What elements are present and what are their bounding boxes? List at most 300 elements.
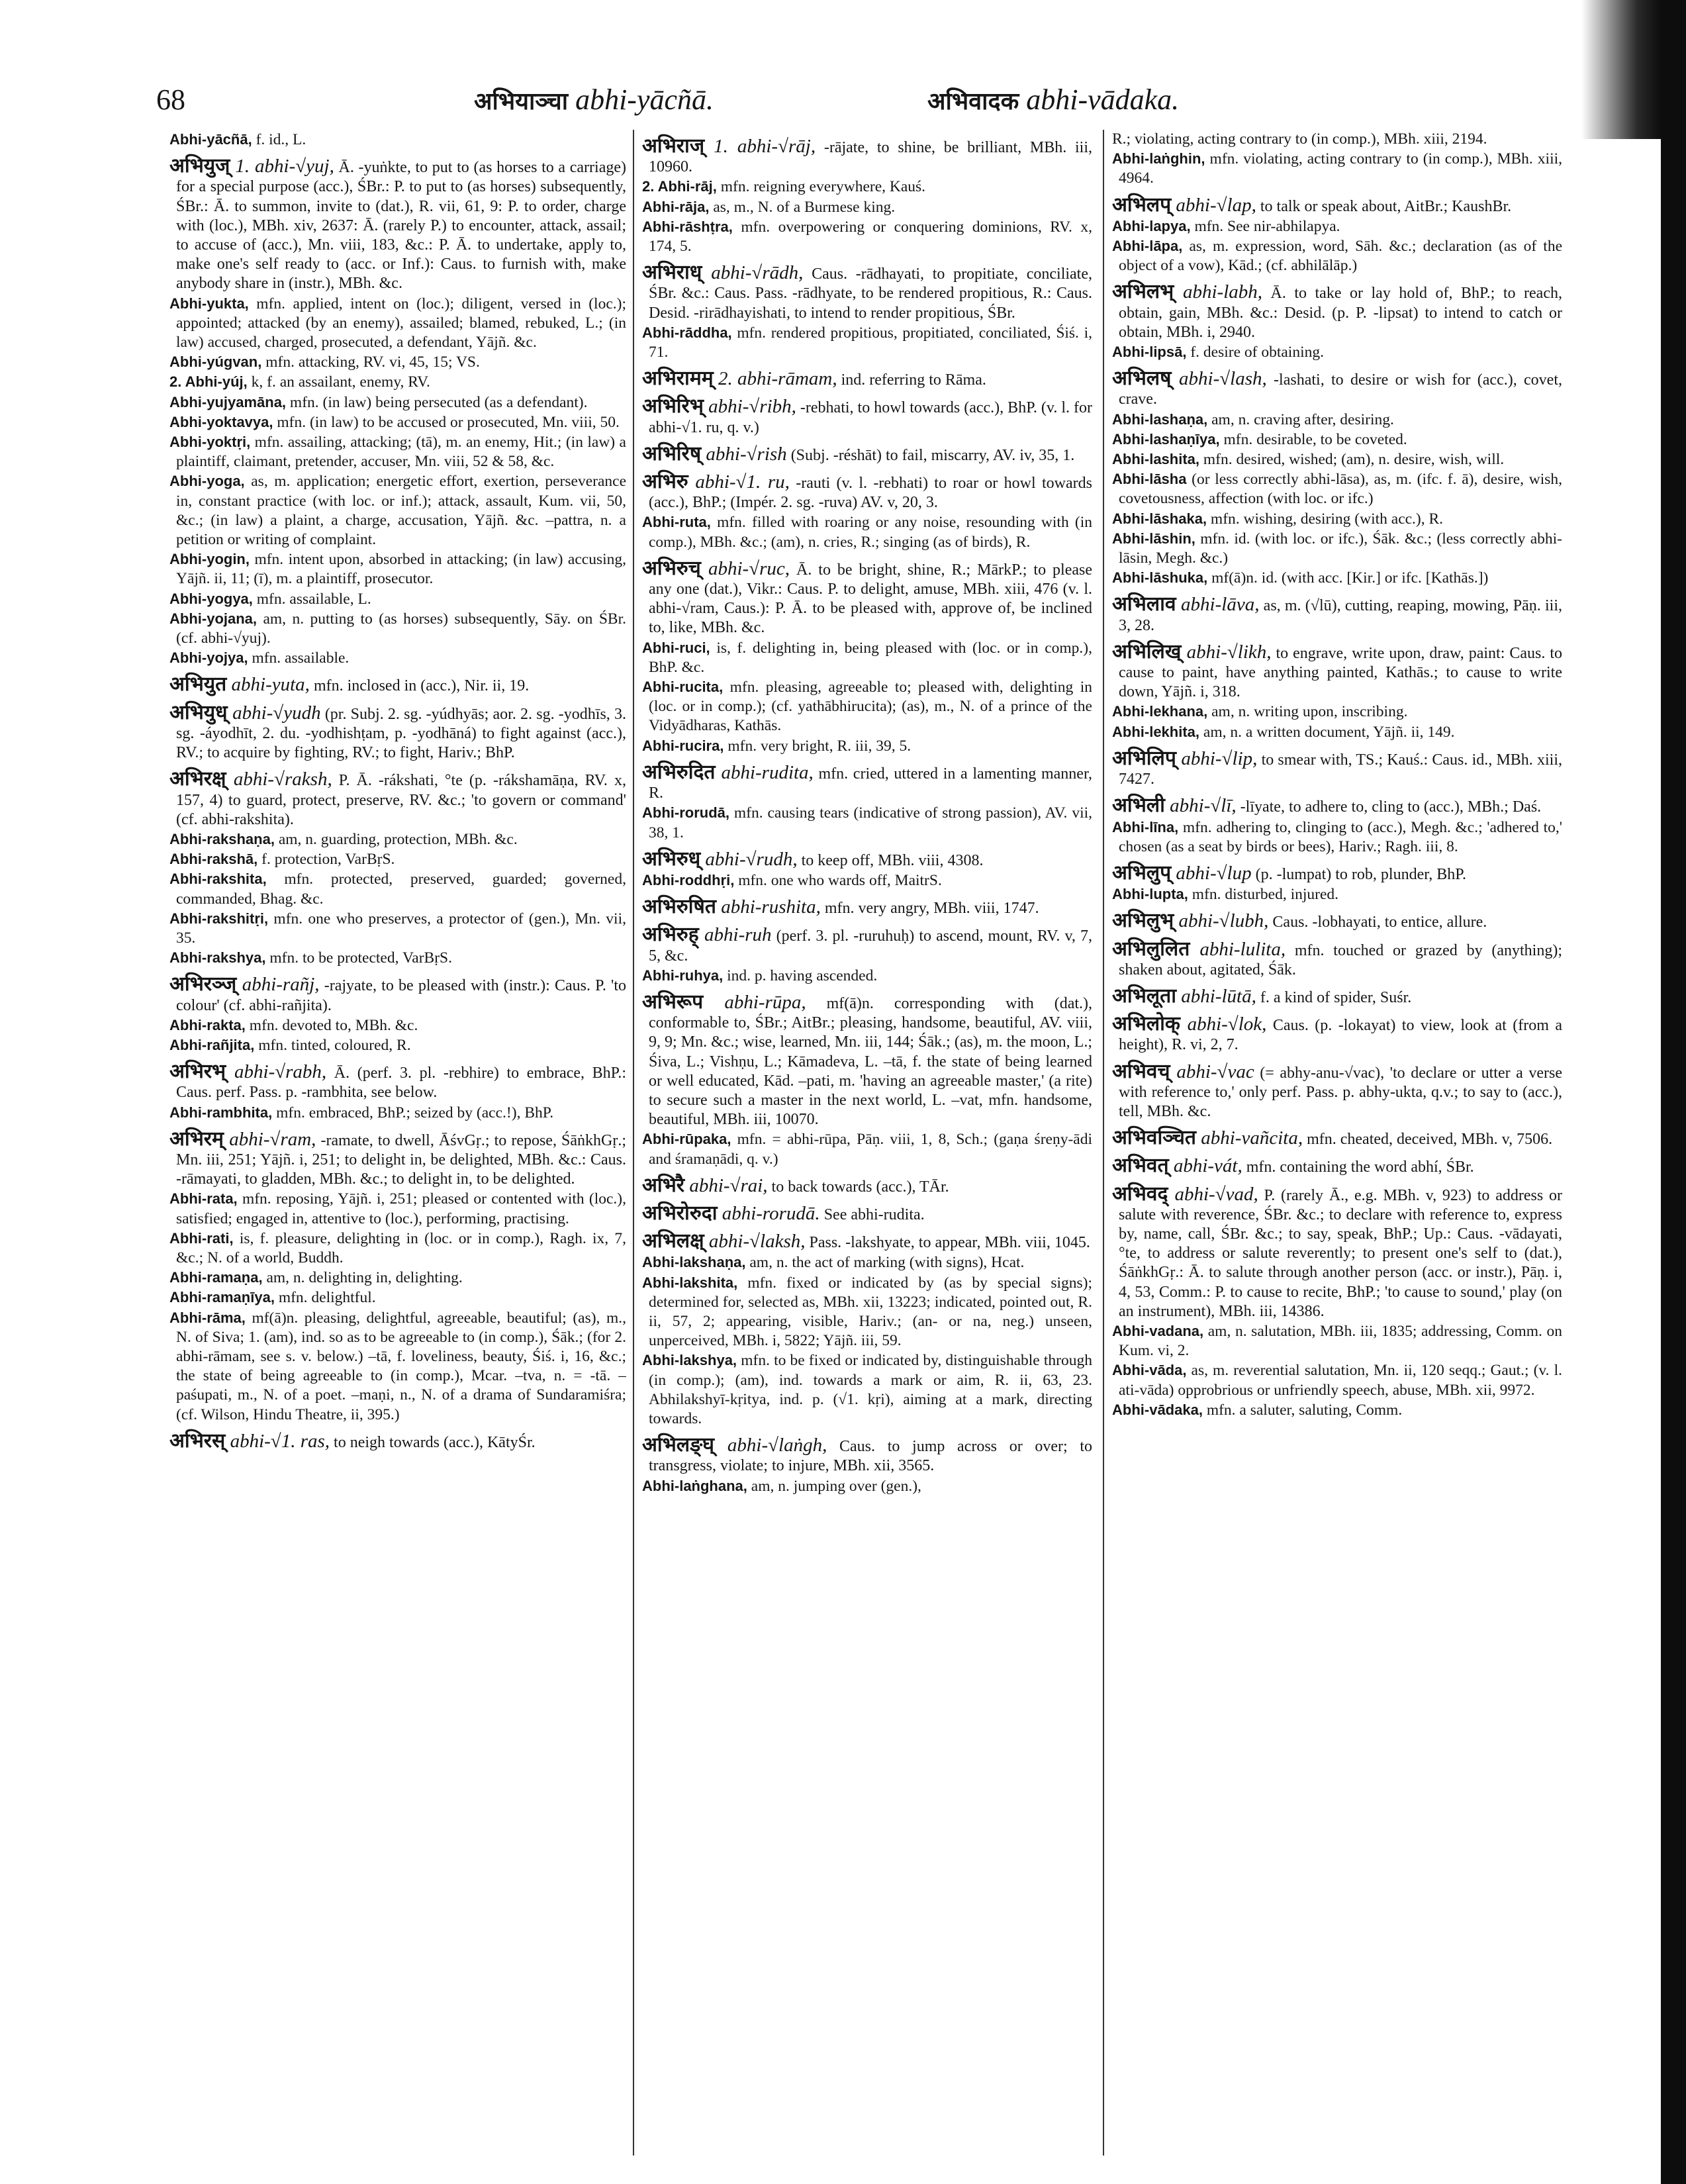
sub-entry xyxy=(1112,1360,1562,1400)
scan-edge-bar xyxy=(1661,0,1686,2184)
sub-headword: Abhi-lāshuka, xyxy=(1112,569,1208,587)
definition-text: mfn. devoted to, MBh. &c. xyxy=(245,1016,418,1034)
sub-headword: Abhi-lashaṇīya, xyxy=(1112,430,1220,448)
definition-text: am, n. guarding, protection, MBh. &c. xyxy=(274,830,518,848)
sub-headword: Abhi-rakshya, xyxy=(169,949,266,967)
headword-transliteration: abhi-rañj, xyxy=(236,974,320,996)
sub-headword: Abhi-laṅghin, xyxy=(1112,150,1205,167)
sub-headword: Abhi-rakshaṇa, xyxy=(169,830,275,847)
sub-headword: Abhi-rāshṭra, xyxy=(642,218,733,235)
sub-entry xyxy=(642,217,1092,256)
definition-text: mfn. to be protected, VarBṛS. xyxy=(265,949,453,967)
sub-headword: Abhi-ruhya, xyxy=(642,967,724,984)
definition-text: mf(ā)n. pleasing, delightful, agreeable, beautiful; (as), m., N. of Siva; 1. (am), ind. so as to be agreeable to (in comp.), Śāk.; (for 2. abhi-rāmam, see s. v. below.) –tā, f. loveliness, beauty, Śiś. i, 16, &c.; the state of being agreeable to (in comp.), Mcar. –tva, n. = -tā. –paśupati, m., N. of a poet. –maṇi, n., N. of a drama of Sundaramiśra; (cf. Wilson, Hindu Theatre, ii, 395.) xyxy=(176,1309,626,1423)
headword-transliteration: abhi-√raksh, xyxy=(226,769,332,790)
definition-text: am, n. putting to (as horses) subsequently, Sāy. on ŚBr. (cf. abhi-√yuj). xyxy=(176,610,626,647)
sub-headword: Abhi-yukta, xyxy=(169,295,249,312)
definition-text: mfn. one who wards off, MaitrS. xyxy=(734,871,942,889)
sub-entry xyxy=(642,736,1092,756)
headword-transliteration: abhi-√ram, xyxy=(224,1128,316,1150)
headword-transliteration: abhi-√lash, xyxy=(1171,368,1267,390)
sub-headword: Abhi-ruci, xyxy=(642,639,710,656)
sub-headword: Abhi-lupta, xyxy=(1112,886,1188,903)
sub-entry xyxy=(169,849,626,869)
headword-entry xyxy=(642,136,1092,177)
definition-text: mfn. desired, wished; (am), n. desire, wish, will. xyxy=(1199,451,1505,469)
column-3 xyxy=(1103,130,1562,2156)
running-head-right-transliteration: abhi-vādaka. xyxy=(1026,83,1180,116)
sub-headword: Abhi-yojana, xyxy=(169,610,258,627)
definition-text: to smear with, TS.; Kauś.: Caus. id., MBh. xiii, 7427. xyxy=(1119,751,1562,788)
headword-entry xyxy=(642,444,1092,465)
headword-entry xyxy=(1112,746,1562,789)
headword-devanagari: अभियुज् xyxy=(169,154,230,178)
sub-entry xyxy=(1112,818,1562,857)
dictionary-columns xyxy=(169,130,1619,2156)
sub-entry xyxy=(169,393,626,412)
sub-entry xyxy=(169,471,626,549)
sub-headword: Abhi-rakta, xyxy=(169,1016,246,1033)
headword-devanagari: अभिवच् xyxy=(1112,1059,1170,1083)
headword-transliteration: abhi-√lap, xyxy=(1171,194,1256,216)
headword-devanagari: अभिरै xyxy=(642,1173,685,1197)
definition-text: mfn. See nir-abhilapya. xyxy=(1190,217,1340,235)
sub-headword: 2. Abhi-rāj, xyxy=(642,178,717,195)
sub-headword: Abhi-rata, xyxy=(169,1190,238,1208)
definition-text: -rauti (v. l. -rebhati) to roar or howl towards (acc.), BhP.; (Impér. 2. sg. -ruva) AV. v, 20, 3. xyxy=(649,475,1092,512)
definition-text: mfn. embraced, BhP.; seized by (acc.!), BhP. xyxy=(272,1104,554,1121)
headword-transliteration: abhi-√lok, xyxy=(1180,1014,1267,1035)
sub-headword: Abhi-rucira, xyxy=(642,737,724,754)
page-header xyxy=(156,83,1613,122)
sub-entry xyxy=(1112,722,1562,742)
definition-text: -rebhati, to howl towards (acc.), BhP. (v. l. for abhi-√1. ru, q. v.) xyxy=(649,399,1092,436)
definition-text: mfn. reigning everywhere, Kauś. xyxy=(716,178,926,196)
headword-entry xyxy=(642,1201,1092,1225)
headword-entry xyxy=(169,974,626,1015)
definition-text: mf(ā)n. id. (with acc. [Kir.] or ifc. [Kathās.]) xyxy=(1207,569,1489,587)
page-number: 68 xyxy=(156,83,185,116)
headword-entry xyxy=(1112,863,1562,884)
definition-text: mfn. adhering to, clinging to (acc.), Megh. &c.; 'adhered to,' chosen (as a seat by birds or bees), Hariv.; Ragh. iii, 8. xyxy=(1119,818,1562,855)
headword-devanagari: अभियुत xyxy=(169,673,227,696)
definition-text: mfn. desirable, to be coveted. xyxy=(1219,430,1407,448)
headword-devanagari: अभिरामम् xyxy=(642,367,714,391)
definition-text: to back towards (acc.), TĀr. xyxy=(767,1178,949,1196)
definition-text: mfn. to be fixed or indicated by, distinguishable through (in comp.); (am), ind. towards a mark or aim, R. ii, 63, 23. Abhilakshyī-kṛitya, ind. p. (√1. kṛi), aiming at a mark, directing towards. xyxy=(649,1352,1092,1427)
sub-entry xyxy=(642,1253,1092,1272)
sub-headword: Abhi-lashaṇa, xyxy=(1112,410,1208,428)
sub-headword: Abhi-rati, xyxy=(169,1229,234,1247)
definition-text: Pass. -lakshyate, to appear, MBh. viii, 1045. xyxy=(805,1234,1090,1252)
headword-transliteration: abhi-vát, xyxy=(1168,1155,1242,1177)
definition-text: mfn. assailable, L. xyxy=(252,590,371,608)
headword-transliteration: abhi-yuta, xyxy=(226,674,310,696)
definition-text: mfn. delightful. xyxy=(274,1289,376,1307)
headword-transliteration: abhi-√vac xyxy=(1170,1061,1254,1082)
definition-text: mfn. assailable. xyxy=(248,649,350,667)
sub-entry xyxy=(169,948,626,968)
sub-entry xyxy=(642,1351,1092,1429)
sub-headword: Abhi-yācñā, xyxy=(169,131,252,148)
headword-devanagari: अभिवञ्चित xyxy=(1112,1126,1196,1150)
headword-transliteration: abhi-√lī, xyxy=(1164,795,1237,817)
headword-entry xyxy=(1112,939,1562,980)
headword-entry xyxy=(169,700,626,763)
headword-devanagari: अभिरञ्ज् xyxy=(169,973,237,996)
sub-headword: Abhi-lashita, xyxy=(1112,451,1200,468)
definition-text: -rajyate, to be pleased with (instr.): Caus. P. 'to colour' (cf. abhi-rañjita). xyxy=(176,977,626,1014)
headword-entry xyxy=(642,369,1092,390)
definition-text: mfn. disturbed, injured. xyxy=(1188,886,1339,904)
sub-headword: Abhi-lekhana, xyxy=(1112,703,1208,720)
headword-entry xyxy=(169,675,626,696)
definition-text: Caus. to jump across or over; to transgress, violate; to injure, MBh. xii, 3565. xyxy=(649,1438,1092,1475)
sub-entry xyxy=(169,869,626,908)
sub-entry xyxy=(169,1288,626,1307)
sub-entry xyxy=(1112,410,1562,430)
sub-headword: Abhi-vādaka, xyxy=(1112,1401,1203,1418)
definition-text: is, f. pleasure, delighting in (loc. or in comp.), Ragh. ix, 7, &c.; N. of a world, Buddh. xyxy=(176,1229,626,1266)
sub-headword: Abhi-yoktṛi, xyxy=(169,434,251,451)
headword-entry xyxy=(1112,1184,1562,1321)
sub-headword: Abhi-rūpaka, xyxy=(642,1131,731,1148)
definition-text: as, m., N. of a Burmese king. xyxy=(709,198,896,216)
headword-devanagari: अभिराध् xyxy=(642,261,702,285)
definition-text: ind. p. having ascended. xyxy=(723,967,878,984)
headword-devanagari: अभिलक्ष् xyxy=(642,1229,704,1253)
sub-headword: Abhi-rāja, xyxy=(642,198,710,215)
definition-text: mfn. very angry, MBh. viii, 1747. xyxy=(820,900,1039,918)
headword-transliteration: abhi-√rai, xyxy=(684,1174,768,1196)
headword-transliteration: abhi-√laksh, xyxy=(704,1231,806,1253)
column-2 xyxy=(633,130,1092,2156)
sub-headword: Abhi-yogya, xyxy=(169,590,253,607)
definition-text: mfn. causing tears (indicative of strong passion), AV. vii, 38, 1. xyxy=(649,804,1092,841)
headword-devanagari: अभिवत् xyxy=(1112,1154,1169,1178)
definition-text: mfn. cheated, deceived, MBh. v, 7506. xyxy=(1303,1131,1553,1149)
sub-entry xyxy=(169,609,626,648)
headword-entry xyxy=(169,156,626,293)
running-head-left xyxy=(474,83,714,117)
headword-entry xyxy=(642,849,1092,871)
headword-devanagari: अभिलोक् xyxy=(1112,1012,1180,1036)
running-head-right-devanagari: अभिवादक xyxy=(927,88,1019,115)
sub-entry xyxy=(1112,216,1562,236)
headword-entry xyxy=(1112,986,1562,1008)
headword-devanagari: अभिलभ् xyxy=(1112,280,1174,304)
definition-text: mfn. one who preserves, a protector of (gen.), Mn. vii, 35. xyxy=(176,910,626,947)
sub-entry xyxy=(1112,1400,1562,1420)
definition-text: am, n. writing upon, inscribing. xyxy=(1207,703,1408,721)
headword-devanagari: अभिरुच् xyxy=(642,556,701,580)
sub-entry xyxy=(642,512,1092,551)
sub-entry xyxy=(169,1189,626,1228)
headword-transliteration: abhi-√lup xyxy=(1171,862,1252,884)
sub-entry xyxy=(1112,529,1562,568)
sub-headword: Abhi-rakshā, xyxy=(169,851,258,868)
headword-transliteration: abhi-lulita, xyxy=(1190,938,1286,960)
definition-text: -līyate, to adhere to, cling to (acc.), MBh.; Daś. xyxy=(1236,798,1542,816)
headword-transliteration: 2. abhi-rāmam, xyxy=(713,368,837,390)
sub-headword: Abhi-lāshaka, xyxy=(1112,510,1207,527)
headword-entry xyxy=(642,760,1092,803)
headword-transliteration: abhi-rūpa, xyxy=(703,991,806,1013)
headword-entry xyxy=(642,925,1092,965)
headword-devanagari: अभिरस् xyxy=(169,1429,226,1452)
definition-text: mf(ā)n. corresponding with (dat.), conformable to, ŚBr.; AitBr.; pleasing, handsome, beautiful, AV. viii, 9, 9; Mn. &c.; wise, learned, Mn. iii, 144; Śāk.; (as), m. the moon, L.; Śiva, L.; Vishṇu, L.; Kāmadeva, L. –tā, f. the state of being learned or well educated, Kād. –pati, m. 'having an agreeable master,' (a rite) to secure such a master in the next world, L. –vat, mfn. handsome, beautiful, MBh. iii, 10070. xyxy=(649,994,1092,1129)
headword-devanagari: अभिलिख् xyxy=(1112,640,1182,663)
sub-entry xyxy=(1112,149,1562,188)
sub-headword: Abhi-rambhita, xyxy=(169,1104,273,1121)
sub-entry xyxy=(642,1129,1092,1168)
definition-text: ind. referring to Rāma. xyxy=(837,371,986,389)
definition-text: mfn. assailing, attacking; (tā), m. an enemy, Hit.; (in law) a plaintiff, claimant, pretender, accuser, Mn. viii, 52 & 58, &c. xyxy=(176,434,626,471)
sub-entry xyxy=(169,432,626,471)
definition-text: (perf. 3. pl. -ruruhuḥ) to ascend, mount, RV. v, 7, 5, &c. xyxy=(649,927,1092,965)
definition-text: Ā. -yuṅkte, to put to (as horses to a carriage) for a special purpose (acc.), ŚBr.: P. to put to (as horses) subsequently, ŚBr.: Ā. to summon, invite to (dat.), R. vii, 61, 9: P. to order, charge with (loc.), MBh. xiv, 2637: Ā. (rarely P.) to encounter, attack, assail; to accuse of (acc.), Mn. viii, 183, &c.: P. Ā. to undertake, apply to, make one's self ready to (acc. or Inf.): Caus. to furnish with, make anybody share in (instr.), MBh. &c. xyxy=(176,159,626,293)
definition-text: Ā. (perf. 3. pl. -rebhire) to embrace, BhP.: Caus. perf. Pass. p. -rambhita, see below. xyxy=(176,1065,626,1102)
headword-entry xyxy=(1112,642,1562,702)
definition-text: (or less correctly abhi-lāsa), as, m. (ifc. f. ā), desire, wish, covetousness, affection (with loc. or ifc.) xyxy=(1119,471,1562,508)
sub-headword: Abhi-rāddha, xyxy=(642,324,732,341)
sub-headword: Abhi-lakshya, xyxy=(642,1352,737,1369)
headword-devanagari: अभिरिष् xyxy=(642,442,702,465)
sub-entry xyxy=(642,677,1092,736)
headword-entry xyxy=(642,1435,1092,1476)
definition-text: See abhi-rudita. xyxy=(820,1206,925,1223)
sub-headword: Abhi-vāda, xyxy=(1112,1362,1187,1379)
sub-headword: Abhi-yoga, xyxy=(169,473,245,490)
headword-devanagari: अभिवद् xyxy=(1112,1182,1168,1206)
headword-transliteration: abhi-√laṅgh, xyxy=(714,1435,827,1456)
definition-text: to talk or speak about, AitBr.; KaushBr. xyxy=(1256,197,1512,215)
headword-transliteration: abhi-labh, xyxy=(1174,281,1262,303)
headword-transliteration: 1. abhi-√rāj, xyxy=(704,136,816,157)
definition-text: Ā. to take or lay hold of, BhP.; to reach, obtain, gain, MBh. &c.: Desid. (p. P. -lipsat) to intend to catch or obtain, MBh. i, 2940. xyxy=(1119,285,1562,341)
headword-entry xyxy=(642,1173,1092,1197)
sub-headword: Abhi-līna, xyxy=(1112,818,1179,835)
headword-transliteration: abhi-√likh, xyxy=(1181,641,1272,663)
sub-headword: Abhi-lapya, xyxy=(1112,217,1191,234)
definition-text: am, n. craving after, desiring. xyxy=(1207,410,1394,428)
sub-headword: Abhi-yúgvan, xyxy=(169,354,262,371)
sub-entry xyxy=(169,130,626,150)
definition-text: f. protection, VarBṛS. xyxy=(258,851,395,869)
sub-headword: Abhi-lāpa, xyxy=(1112,238,1183,255)
definition-text: Ā. to be bright, shine, R.; MārkP.; to please any one (dat.), Vikr.: Caus. P. to delight, amuse, MBh. xiii, 476 (v. l. abhi-√ram, Caus.): P. Ā. to be pleased with, approve of, be inclined to, like, MBh. &c. xyxy=(649,561,1092,637)
sub-entry xyxy=(642,323,1092,362)
definition-text: mfn. violating, acting contrary to (in comp.), MBh. xiii, 4964. xyxy=(1119,150,1562,187)
headword-transliteration: abhi-rushita, xyxy=(716,896,821,918)
sub-entry xyxy=(169,909,626,948)
sub-entry xyxy=(1112,1321,1562,1360)
sub-headword: Abhi-ramaṇa, xyxy=(169,1269,263,1286)
headword-transliteration: abhi-√vad, xyxy=(1168,1183,1258,1205)
headword-entry xyxy=(169,1431,626,1452)
definition-text: mfn. (in law) being persecuted (as a defendant). xyxy=(286,393,588,411)
headword-entry xyxy=(1112,911,1562,932)
headword-devanagari: अभिरुषित xyxy=(642,895,716,919)
sub-entry xyxy=(169,830,626,849)
headword-transliteration: abhi-lāva, xyxy=(1176,594,1260,616)
headword-transliteration: abhi-lūtā, xyxy=(1176,985,1256,1007)
sub-entry xyxy=(642,1476,1092,1496)
headword-transliteration: 1. abhi-√yuj, xyxy=(230,156,334,177)
definition-text: (pr. Subj. 2. sg. -yúdhyās; aor. 2. sg. -yodhīs, 3. sg. -áyodhīt, 2. du. -yodhishṭam, p. -yodhāná) to fight against (acc.), RV.; to acquire by fighting, RV.; to fight, Hariv.; BhP. xyxy=(176,705,626,762)
sub-entry xyxy=(1112,702,1562,722)
headword-devanagari: अभिरु xyxy=(642,470,688,494)
headword-devanagari: अभिरुध् xyxy=(642,847,701,871)
sub-headword: Abhi-lekhita, xyxy=(1112,723,1200,740)
sub-entry xyxy=(642,803,1092,842)
sub-entry xyxy=(642,177,1092,197)
definition-text: am, n. salutation, MBh. iii, 1835; addressing, Comm. on Kum. vi, 2. xyxy=(1119,1322,1562,1360)
definition-text: to neigh towards (acc.), KātyŚr. xyxy=(330,1433,536,1451)
headword-entry xyxy=(169,1129,626,1190)
headword-transliteration: abhi-√lubh, xyxy=(1174,910,1269,932)
sub-entry xyxy=(1112,509,1562,529)
sub-entry xyxy=(169,648,626,668)
definition-text: mfn. containing the word abhí, ŚBr. xyxy=(1242,1159,1474,1176)
headword-transliteration: abhi-√rabh, xyxy=(226,1061,327,1083)
definition-text: -lashati, to desire or wish for (acc.), covet, crave. xyxy=(1119,371,1562,408)
sub-entry xyxy=(169,294,626,353)
definition-text: mfn. a saluter, saluting, Comm. xyxy=(1202,1401,1403,1419)
sub-headword: Abhi-rañjita, xyxy=(169,1036,255,1053)
definition-text: -rājate, to shine, be brilliant, MBh. iii, 10960. xyxy=(649,139,1092,176)
definition-text: mfn. pleasing, agreeable to; pleased with, delighting in (loc. or in comp.); (cf. yathābhirucita); (as), m., N. of a prince of the Vidyādharas, Kathās. xyxy=(649,679,1092,735)
definition-text: mfn. overpowering or conquering dominions, RV. x, 174, 5. xyxy=(649,218,1092,256)
sub-entry xyxy=(1112,469,1562,508)
sub-headword: Abhi-lāshin, xyxy=(1112,530,1195,547)
sub-headword: Abhi-lakshaṇa, xyxy=(642,1254,746,1271)
sub-entry xyxy=(169,1016,626,1035)
definition-text: (= abhy-anu-√vac), 'to declare or utter a verse with reference to,' only perf. Pass. p. abhy-ukta, q.v.; to say to (acc.), tell, MBh. &c. xyxy=(1119,1064,1562,1120)
definition-text: P. (rarely Ā., e.g. MBh. v, 923) to address or salute with reverence, ŚBr. &c.; to declare with reference to, express by, name, call, ŚBr. &c.; to say, speak, BhP.; Up.: Caus. -vādayati, °te, to address or salute reverently; to present one's self to (dat.), ŚāṅkhGṛ.: Ā. to salute through another person (acc. or instr.), Pāṇ. i, 4, 53, Comm.: P. to cause to recite, BhP.; 'to cause to sound,' play (on an instrument), MBh. iii, 14386. xyxy=(1119,1186,1562,1320)
headword-devanagari: अभिलुलित xyxy=(1112,937,1190,961)
headword-transliteration: abhi-√1. ru, xyxy=(688,471,790,493)
headword-devanagari: अभिलाव xyxy=(1112,593,1176,616)
definition-text: am, n. the act of marking (with signs), Hcat. xyxy=(745,1254,1025,1272)
definition-text: mfn. reposing, Yājñ. i, 251; pleased or contented with (loc.), satisfied; engaged in, attentive to (loc.), performing, practising. xyxy=(176,1190,626,1227)
headword-transliteration: abhi-√yudh xyxy=(227,702,321,724)
definition-text: mfn. very bright, R. iii, 39, 5. xyxy=(724,737,912,755)
definition-text: mfn. cried, uttered in a lamenting manner, R. xyxy=(649,765,1092,802)
running-head-right xyxy=(927,83,1179,117)
headword-devanagari: अभिराज् xyxy=(642,134,705,158)
definition-text: mfn. intent upon, absorbed in attacking; (in law) accusing, Yājñ. ii, 11; (ī), m. a plaintiff, prosecutor. xyxy=(176,551,626,588)
sub-headword: Abhi-rorudā, xyxy=(642,804,729,822)
headword-transliteration: abhi-√ribh, xyxy=(703,396,796,418)
headword-devanagari: अभिरक्ष् xyxy=(169,767,226,791)
headword-entry xyxy=(1112,1156,1562,1177)
headword-entry xyxy=(1112,1014,1562,1055)
headword-devanagari: अभिरम् xyxy=(169,1127,224,1151)
headword-devanagari: अभिलप् xyxy=(1112,193,1172,216)
sub-headword: Abhi-ramaṇīya, xyxy=(169,1289,275,1306)
definition-text: mfn. = abhi-rūpa, Pāṇ. viii, 1, 8, Sch.; (gaṇa śreṇy-ādi and śramaṇādi, q. v.) xyxy=(649,1131,1092,1168)
headword-devanagari: अभिलूता xyxy=(1112,984,1176,1008)
headword-devanagari: अभिलङ्घ् xyxy=(642,1433,714,1457)
headword-devanagari: अभिली xyxy=(1112,794,1165,818)
sub-entry xyxy=(1112,450,1562,469)
definition-text: mfn. applied, intent on (loc.); diligent, versed in (loc.); appointed; attacked (by an enemy), assailed; blamed, rebuked, L.; (in law) accused, charged, prosecuted, a defendant, Yājñ. &c. xyxy=(176,295,626,352)
headword-entry xyxy=(642,472,1092,512)
sub-headword: Abhi-vadana, xyxy=(1112,1322,1204,1339)
sub-headword: Abhi-rāma, xyxy=(169,1309,246,1326)
sub-headword: Abhi-lipsā, xyxy=(1112,344,1187,361)
sub-entry xyxy=(169,1268,626,1288)
headword-devanagari: अभिलुभ् xyxy=(1112,909,1174,933)
definition-text: mfn. tinted, coloured, R. xyxy=(254,1036,411,1054)
sub-entry xyxy=(642,871,1092,890)
sub-entry xyxy=(1112,884,1562,904)
headword-transliteration: abhi-√rish xyxy=(701,443,787,465)
sub-headword: Abhi-yogin, xyxy=(169,551,250,568)
headword-devanagari: अभिरिभ् xyxy=(642,395,704,418)
definition-text: mfn. (in law) to be accused or prosecuted, Mn. viii, 50. xyxy=(273,413,620,431)
definition-text: mfn. protected, preserved, guarded; governed, commanded, Bhag. &c. xyxy=(176,871,626,908)
headword-devanagari: अभिरुदित xyxy=(642,760,716,784)
headword-entry xyxy=(1112,1128,1562,1149)
definition-text: -ramate, to dwell, ĀśvGṛ.; to repose, ŚāṅkhGṛ.; Mn. iii, 251; Yājñ. i, 251; to delight in, be delighted, MBh. &c.: Caus. -rāmayati, to gladden, MBh. &c.; to delight in, to be delighted. xyxy=(176,1131,626,1188)
headword-transliteration: abhi-√ruc, xyxy=(700,557,790,579)
headword-transliteration: abhi-√rudh, xyxy=(700,848,798,870)
sub-entry xyxy=(642,966,1092,986)
definition-text: am, n. delighting in, delighting. xyxy=(262,1269,463,1287)
definition-text: R.; violating, acting contrary to (in comp.), MBh. xiii, 2194. xyxy=(1112,130,1487,148)
sub-headword: Abhi-lāsha xyxy=(1112,471,1187,488)
sub-headword: Abhi-rucita, xyxy=(642,679,724,696)
sub-headword: Abhi-rakshitṛi, xyxy=(169,910,269,927)
sub-entry xyxy=(169,1229,626,1268)
sub-entry xyxy=(1112,430,1562,450)
sub-headword: Abhi-ruta, xyxy=(642,514,711,531)
headword-transliteration: abhi-√1. ras, xyxy=(225,1430,330,1452)
headword-entry xyxy=(1112,369,1562,409)
headword-transliteration: abhi-vañcita, xyxy=(1196,1127,1303,1149)
headword-entry xyxy=(642,1231,1092,1253)
headword-devanagari: अभिलिप् xyxy=(1112,746,1176,770)
sub-entry xyxy=(169,412,626,432)
sub-headword: Abhi-roddhṛi, xyxy=(642,871,735,888)
sub-entry xyxy=(1112,568,1562,588)
headword-devanagari: अभिरुह् xyxy=(642,923,699,947)
continued-entry xyxy=(1112,130,1562,149)
definition-text: mfn. wishing, desiring (with acc.), R. xyxy=(1207,510,1444,528)
sub-headword: Abhi-yoktavya, xyxy=(169,413,273,430)
headword-devanagari: अभियुध् xyxy=(169,700,228,724)
definition-text: mfn. touched or grazed by (anything); shaken about, agitated, Śāk. xyxy=(1119,941,1562,978)
headword-entry xyxy=(642,263,1092,323)
definition-text: mfn. fixed or indicated by (as by special signs); determined for, selected as, MBh. xii, 13223; indicated, pointed out, R. ii, 57, 2; appearing, visible, Hariv.; (an- or na, neg.) unseen, unperceived, MBh. i, 5822; Yājñ. iii, 59. xyxy=(649,1274,1092,1350)
headword-transliteration: abhi-ruh xyxy=(698,924,772,946)
sub-headword: Abhi-lakshita, xyxy=(642,1274,738,1291)
headword-devanagari: अभिलुप् xyxy=(1112,861,1172,884)
headword-entry xyxy=(1112,282,1562,342)
definition-text: (p. -lumpat) to rob, plunder, BhP. xyxy=(1251,865,1466,883)
headword-entry xyxy=(642,556,1092,638)
sub-entry xyxy=(169,1308,626,1425)
headword-transliteration: abhi-√lip, xyxy=(1176,747,1258,769)
sub-entry xyxy=(169,372,626,392)
headword-entry xyxy=(169,1062,626,1102)
sub-entry xyxy=(1112,236,1562,275)
headword-transliteration: abhi-rudita, xyxy=(715,761,814,783)
headword-entry xyxy=(169,769,626,830)
headword-devanagari: अभिलष् xyxy=(1112,367,1172,391)
